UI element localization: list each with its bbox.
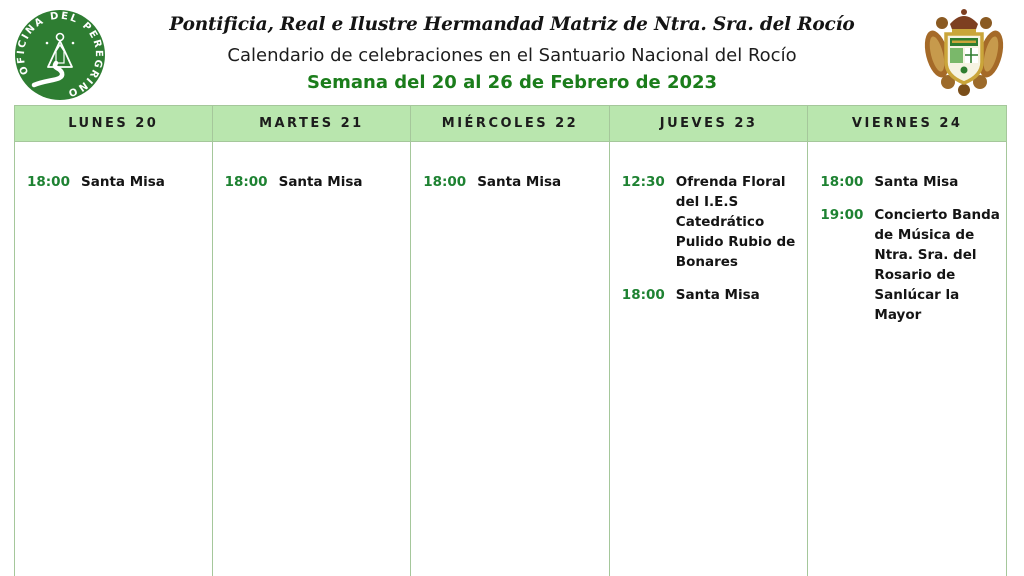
day-body bbox=[15, 142, 212, 576]
day-header: LUNES 20 bbox=[15, 105, 212, 142]
calendar-event bbox=[622, 172, 802, 272]
event-time: 19:00 bbox=[820, 207, 864, 223]
page-title: Pontificia, Real e Ilustre Hermandad Matriz de Ntra. Sra. del Rocío bbox=[169, 14, 855, 35]
day-column-5 bbox=[808, 105, 1007, 576]
event-title: Concierto Banda de Música de Ntra. Sra. del Rosario de Sanlúcar la Mayor bbox=[874, 207, 1000, 323]
calendar-event bbox=[27, 172, 206, 192]
day-column-1 bbox=[14, 105, 213, 576]
week-calendar bbox=[14, 105, 1007, 576]
oficina-del-peregrino-logo-icon bbox=[12, 7, 108, 103]
week-range: Semana del 20 al 26 de Febrero de 2023 bbox=[306, 72, 718, 93]
day-header: MARTES 21 bbox=[213, 105, 411, 142]
event-time: 18:00 bbox=[820, 174, 864, 190]
event-time: 18:00 bbox=[224, 174, 268, 190]
day-body bbox=[411, 142, 609, 576]
page-header bbox=[0, 0, 1024, 105]
event-title: Santa Misa bbox=[874, 174, 959, 190]
event-title: Santa Misa bbox=[675, 287, 760, 303]
day-header: MIÉRCOLES 22 bbox=[411, 105, 609, 142]
header-titles bbox=[118, 12, 906, 95]
calendar-event bbox=[225, 172, 405, 192]
hermandad-matriz-crest-icon bbox=[918, 6, 1010, 100]
event-title: Ofrenda Floral del I.E.S Catedrático Pulido Rubio de Bonares bbox=[675, 174, 796, 270]
page-subtitle: Calendario de celebraciones en el Santuario Nacional del Rocío bbox=[227, 45, 797, 66]
day-body bbox=[808, 142, 1006, 576]
event-title: Santa Misa bbox=[81, 174, 165, 190]
event-time: 18:00 bbox=[27, 174, 70, 190]
event-time: 12:30 bbox=[621, 174, 665, 190]
logo-ring-text: OFICINA DEL PEREGRINO bbox=[15, 10, 104, 99]
event-title: Santa Misa bbox=[477, 174, 562, 190]
day-body bbox=[610, 142, 808, 576]
day-body bbox=[213, 142, 411, 576]
day-column-2 bbox=[213, 105, 412, 576]
event-time: 18:00 bbox=[423, 174, 467, 190]
calendar-event bbox=[423, 172, 603, 192]
day-column-4 bbox=[610, 105, 809, 576]
event-title: Santa Misa bbox=[278, 174, 363, 190]
calendar-event bbox=[820, 172, 1000, 192]
day-header: VIERNES 24 bbox=[808, 105, 1006, 142]
calendar-event bbox=[820, 205, 1000, 325]
calendar-event bbox=[622, 285, 802, 305]
event-time: 18:00 bbox=[621, 287, 665, 303]
day-column-3 bbox=[411, 105, 610, 576]
day-header: JUEVES 23 bbox=[610, 105, 808, 142]
